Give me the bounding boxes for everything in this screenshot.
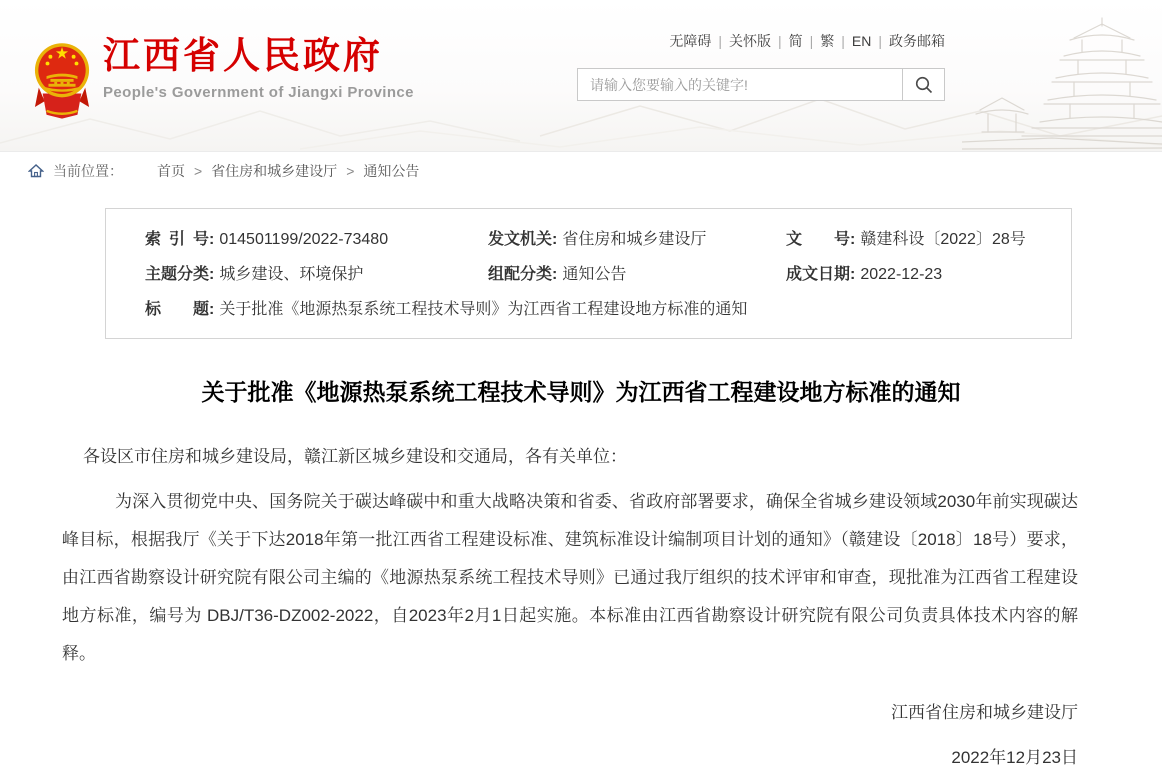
meta-group-category <box>488 261 786 284</box>
meta-label: 主题分类: <box>145 266 215 283</box>
link-separator: | <box>809 33 814 49</box>
search-button[interactable] <box>902 69 944 100</box>
quick-links-nav <box>577 31 945 51</box>
meta-label: 发文机关: <box>488 231 558 248</box>
breadcrumb-item-home[interactable]: 首页 <box>157 163 185 179</box>
meta-index-number <box>106 226 488 249</box>
meta-value: 省住房和城乡建设厅 <box>562 231 707 248</box>
search-bar <box>577 68 945 101</box>
meta-value: 2022-12-23 <box>860 266 943 283</box>
meta-row <box>106 220 1071 255</box>
meta-value: 城乡建设、环境保护 <box>219 266 364 283</box>
link-separator: | <box>718 33 722 49</box>
breadcrumb-item-notices[interactable]: 通知公告 <box>363 163 420 179</box>
meta-topic-category <box>106 261 488 284</box>
meta-row <box>106 255 1071 290</box>
meta-date-written <box>786 261 1071 284</box>
link-simplified[interactable]: 简 <box>788 33 803 49</box>
meta-value: 赣建科设〔2022〕28号 <box>860 231 1026 248</box>
link-traditional[interactable]: 繁 <box>820 33 835 49</box>
meta-label: 成文日期: <box>786 266 856 283</box>
link-accessibility[interactable]: 无障碍 <box>669 33 712 49</box>
meta-document-number <box>786 226 1071 249</box>
meta-label: 标 题: <box>145 301 215 318</box>
salutation-paragraph: 各设区市住房和城乡建设局，赣江新区城乡建设和交通局，各有关单位： <box>83 447 627 467</box>
breadcrumb-label: 当前位置： <box>53 163 123 179</box>
document-body <box>0 438 1162 777</box>
meta-value: 通知公告 <box>562 266 627 283</box>
search-input[interactable] <box>578 69 902 100</box>
meta-value: 关于批准《地源热泵系统工程技术导则》为江西省工程建设地方标准的通知 <box>219 301 748 318</box>
meta-value: 014501199/2022-73480 <box>219 231 389 248</box>
site-titles <box>103 36 414 101</box>
link-separator: | <box>841 33 845 49</box>
home-icon <box>28 163 44 179</box>
meta-issuing-agency <box>488 226 786 249</box>
header-utilities <box>577 31 945 101</box>
document-meta-table <box>105 208 1072 339</box>
signature-agency: 江西省住房和城乡建设厅 <box>891 703 1078 723</box>
meta-label: 组配分类: <box>488 266 558 283</box>
site-name: 江西省人民政府 <box>103 35 383 76</box>
search-icon <box>914 75 934 95</box>
link-english[interactable]: EN <box>851 33 872 49</box>
breadcrumb-item-department[interactable]: 省住房和城乡建设厅 <box>211 163 338 179</box>
main-paragraph: 为深入贯彻党中央、国务院关于碳达峰碳中和重大战略决策和省委、省政府部署要求，确保全省城乡建设领域2030年前实现碳达峰目标，根据我厅《关于下达2018年第一批江西省工程建设标准、建筑标准设计编制项目计划的通知》（赣建设〔2018〕18号）要求，由江西省勘察设计研究院有限公司主编的《地源热泵系统工程技术导则》已通过我厅组织的技术评审和审查，现批准为江西省工程建设地方标准，编号为 DBJ/T36-DZ002-2022，自2023年2月1日起实施。本标准由江西省勘察设计研究院有限公司负责具体技术内容的解释。 <box>62 492 1078 664</box>
meta-row <box>106 290 1071 325</box>
breadcrumb-separator: > <box>194 163 203 179</box>
document-page <box>0 208 1162 777</box>
document-title: 关于批准《地源热泵系统工程技术导则》为江西省工程建设地方标准的通知 <box>201 379 961 405</box>
site-header <box>0 0 1162 151</box>
breadcrumb-separator: > <box>346 163 355 179</box>
breadcrumb <box>0 151 1162 190</box>
site-name-english: People's Government of Jiangxi Province <box>103 83 414 101</box>
meta-label: 文 号: <box>786 231 856 248</box>
link-care-version[interactable]: 关怀版 <box>728 33 771 49</box>
tengwang-pavilion-sketch <box>962 0 1162 151</box>
meta-label: 索 引 号: <box>145 231 215 248</box>
signature-date: 2022年12月23日 <box>951 748 1078 768</box>
meta-title <box>106 296 1071 319</box>
national-emblem-icon <box>33 36 91 120</box>
link-gov-mailbox[interactable]: 政务邮箱 <box>889 33 945 49</box>
link-separator: | <box>878 33 882 49</box>
link-separator: | <box>777 33 782 49</box>
site-logo-block <box>33 36 414 120</box>
